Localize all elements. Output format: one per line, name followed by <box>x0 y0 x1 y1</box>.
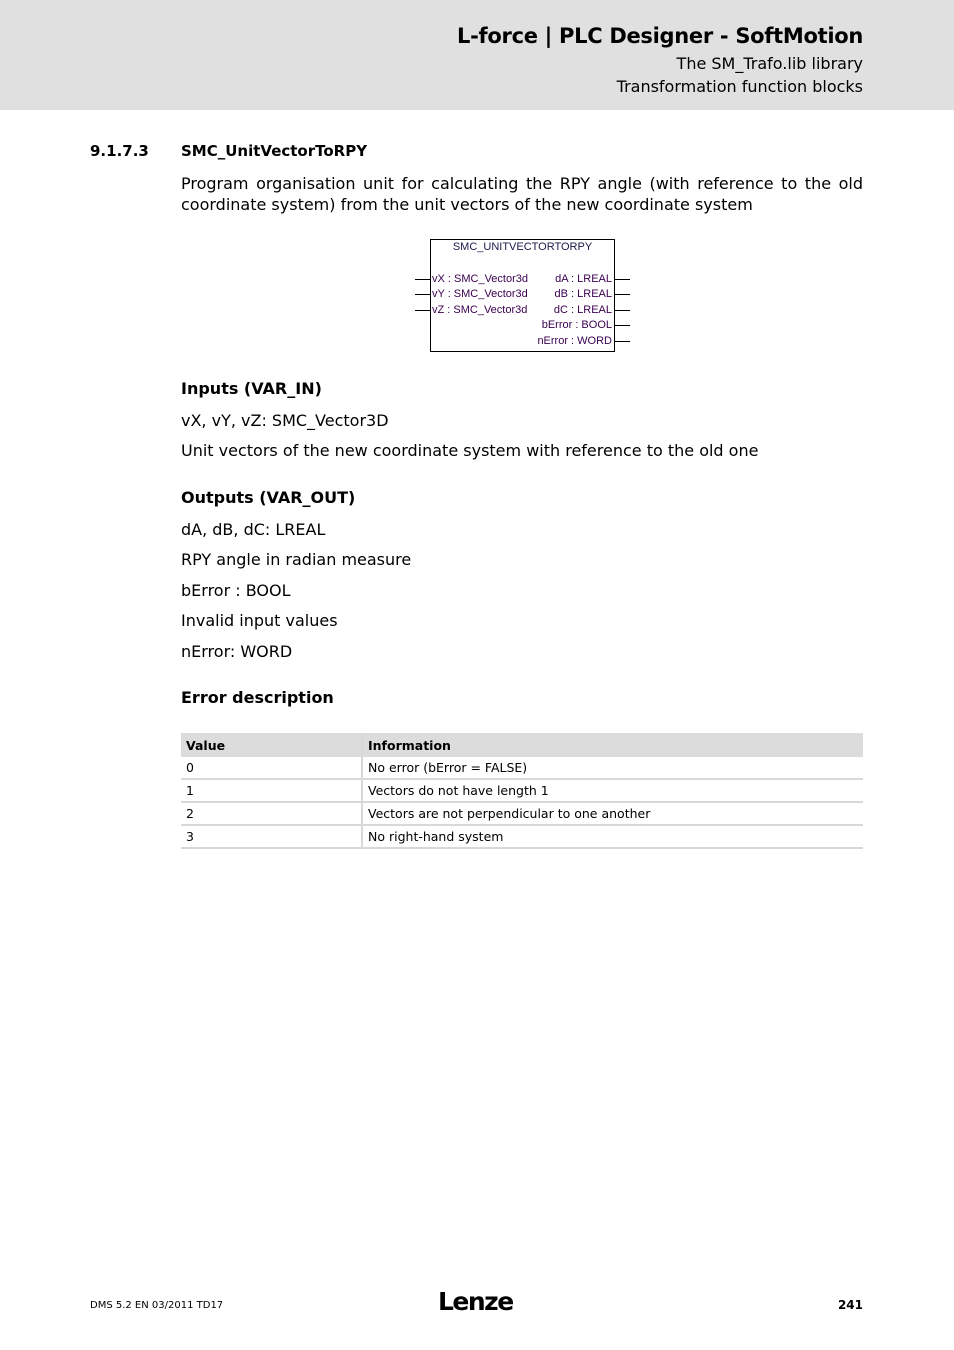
input-pin: vZ : SMC_Vector3d <box>432 304 528 316</box>
header-title: L-force | PLC Designer - SoftMotion <box>457 24 863 48</box>
header-subtitle-chapter: Transformation function blocks <box>616 77 863 96</box>
error-value: 0 <box>181 757 362 779</box>
outputs-heading: Outputs (VAR_OUT) <box>181 488 356 507</box>
table-row <box>181 825 863 848</box>
error-information: No right-hand system <box>362 825 863 848</box>
column-header-value: Value <box>181 733 362 757</box>
page-number: 241 <box>837 1298 863 1312</box>
function-block-diagram <box>415 239 630 352</box>
output-type: bError : BOOL <box>181 581 291 600</box>
error-value: 1 <box>181 779 362 802</box>
inputs-heading: Inputs (VAR_IN) <box>181 379 322 398</box>
error-information: Vectors are not perpendicular to one another <box>362 802 863 825</box>
output-pin: nError : WORD <box>537 335 612 347</box>
page-header <box>0 0 954 110</box>
output-wire <box>615 279 630 280</box>
output-wire <box>615 325 630 326</box>
section-number: 9.1.7.3 <box>90 142 149 160</box>
section-title: SMC_UnitVectorToRPY <box>181 142 368 160</box>
inputs-type: vX, vY, vZ: SMC_Vector3D <box>181 411 389 430</box>
inputs-description: Unit vectors of the new coordinate system with reference to the old one <box>181 441 759 460</box>
section-intro: Program organisation unit for calculating the RPY angle (with reference to the old coordinate system) from the unit vectors of the new coordinate system <box>181 174 863 214</box>
column-header-information: Information <box>362 733 863 757</box>
error-information: No error (bError = FALSE) <box>362 757 863 779</box>
error-value: 2 <box>181 802 362 825</box>
input-wire <box>415 294 430 295</box>
output-wire <box>615 310 630 311</box>
output-type: nError: WORD <box>181 642 293 661</box>
output-pin: dC : LREAL <box>553 304 612 316</box>
input-wire <box>415 310 430 311</box>
footer-doc-reference: DMS 5.2 EN 03/2011 TD17 <box>90 1300 224 1311</box>
table-row <box>181 779 863 802</box>
output-pin: dA : LREAL <box>555 273 612 285</box>
output-type: dA, dB, dC: LREAL <box>181 520 326 539</box>
input-wire <box>415 279 430 280</box>
output-pin: bError : BOOL <box>541 319 612 331</box>
table-row <box>181 757 863 779</box>
output-wire <box>615 341 630 342</box>
output-description: RPY angle in radian measure <box>181 550 412 569</box>
error-table <box>181 733 863 849</box>
table-row <box>181 802 863 825</box>
output-wire <box>615 294 630 295</box>
table-header-row <box>181 733 863 757</box>
output-description: Invalid input values <box>181 611 338 630</box>
error-description-heading: Error description <box>181 688 334 707</box>
input-pin: vY : SMC_Vector3d <box>432 288 528 300</box>
function-block-name: SMC_UNITVECTORTORPY <box>452 241 593 253</box>
lenze-logo: Lenze <box>438 1287 513 1316</box>
input-pin: vX : SMC_Vector3d <box>432 273 528 285</box>
header-subtitle-library: The SM_Trafo.lib library <box>676 54 863 73</box>
error-value: 3 <box>181 825 362 848</box>
error-information: Vectors do not have length 1 <box>362 779 863 802</box>
output-pin: dB : LREAL <box>554 288 612 300</box>
